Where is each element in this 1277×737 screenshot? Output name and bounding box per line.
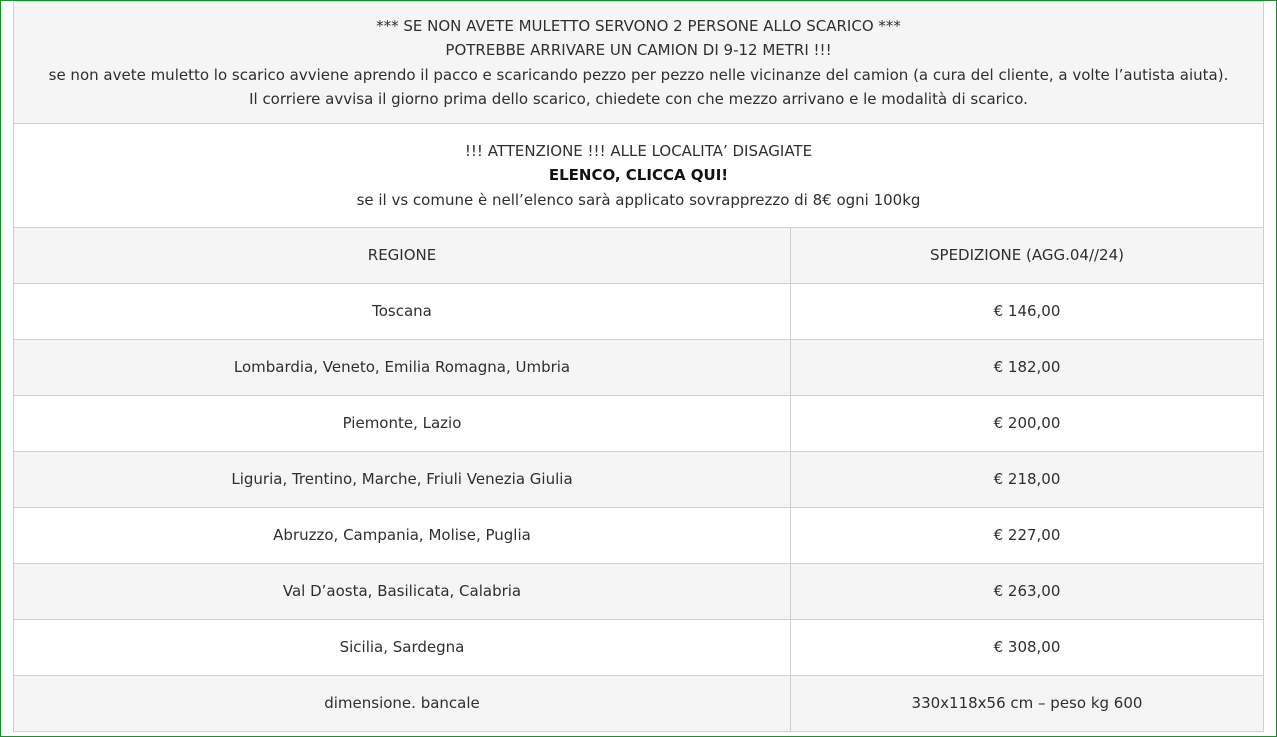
pallet-dimensions-row [14,676,1264,732]
table-row [14,508,1264,564]
remote-locations-row [14,124,1264,228]
price-cell: € 263,00 [791,564,1264,620]
region-cell: Val D’aosta, Basilicata, Calabria [14,564,791,620]
price-cell: € 218,00 [791,452,1264,508]
table-row [14,284,1264,340]
region-cell: Abruzzo, Campania, Molise, Puglia [14,508,791,564]
notice-line-forklift: *** SE NON AVETE MULETTO SERVONO 2 PERSONE ALLO SCARICO *** [376,16,901,35]
table-row [14,452,1264,508]
surcharge-note: se il vs comune è nell’elenco sarà applicato sovrapprezzo di 8€ ogni 100kg [356,190,921,209]
region-cell: Toscana [14,284,791,340]
pallet-value-cell: 330x118x56 cm – peso kg 600 [791,676,1264,732]
table-row [14,564,1264,620]
remote-locations-cell [14,124,1264,228]
table-row [14,340,1264,396]
region-cell: Lombardia, Veneto, Emilia Romagna, Umbria [14,340,791,396]
remote-locations-link[interactable]: ELENCO, CLICCA QUI! [548,166,729,185]
header-region: REGIONE [14,228,791,284]
region-cell: Sicilia, Sardegna [14,620,791,676]
pallet-label-cell: dimensione. bancale [14,676,791,732]
price-cell: € 200,00 [791,396,1264,452]
shipping-table [13,1,1264,732]
price-cell: € 308,00 [791,620,1264,676]
price-cell: € 227,00 [791,508,1264,564]
header-price: SPEDIZIONE (AGG.04//24) [791,228,1264,284]
notice-line-truck: POTREBBE ARRIVARE UN CAMION DI 9-12 METRI !!! [445,41,832,59]
table-row [14,396,1264,452]
unloading-notice-cell [14,2,1264,124]
attention-title: !!! ATTENZIONE !!! ALLE LOCALITA’ DISAGIATE [464,141,813,160]
unloading-notice-row [14,2,1264,124]
region-cell: Liguria, Trentino, Marche, Friuli Venezia Giulia [14,452,791,508]
region-cell: Piemonte, Lazio [14,396,791,452]
price-cell: € 146,00 [791,284,1264,340]
table-row [14,620,1264,676]
price-cell: € 182,00 [791,340,1264,396]
table-header-row [14,228,1264,284]
notice-line-instructions: se non avete muletto lo scarico avviene aprendo il pacco e scaricando pezzo per pezzo nelle vicinanze del camion (a cura del cliente, a volte l’autista aiuta). Il corriere avvisa il giorno prima dello scarico, chiedete con che mezzo arrivano e le modalità di scarico. [48,65,1229,108]
